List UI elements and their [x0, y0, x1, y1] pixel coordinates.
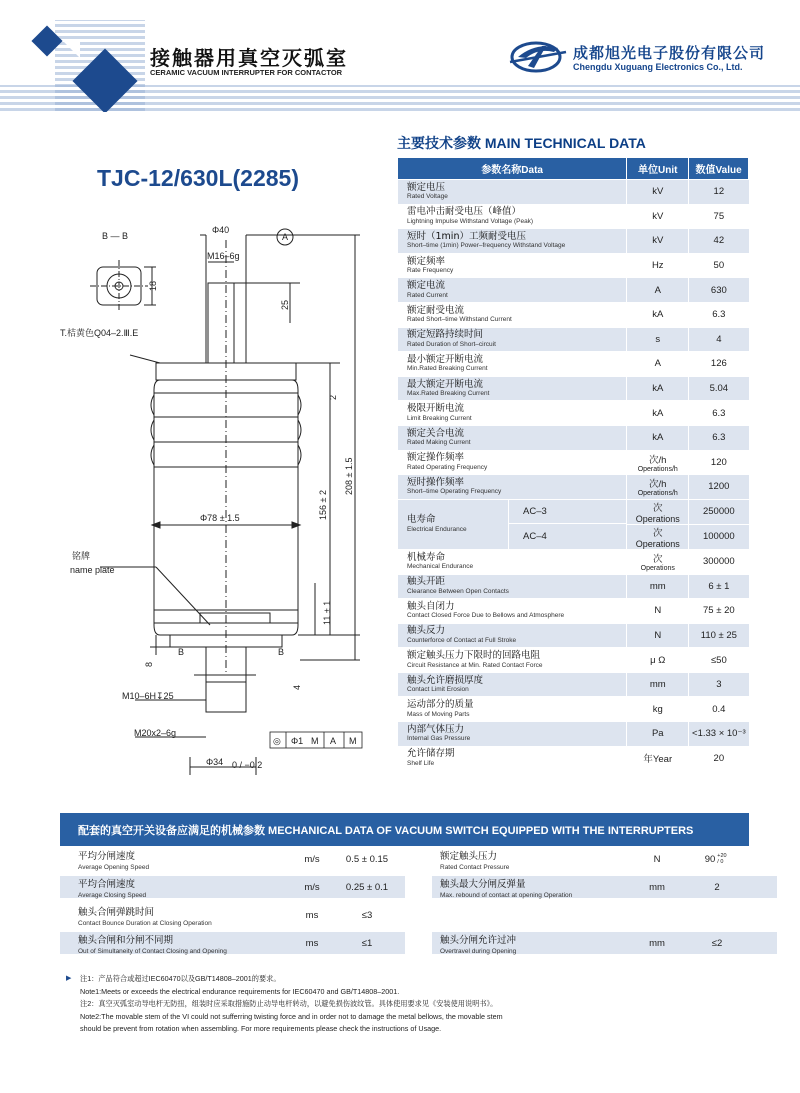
- param-unit: [627, 623, 689, 648]
- param-unit: [627, 376, 689, 401]
- technical-drawing: [60, 215, 395, 785]
- dim-m10: M10–6H↧25: [122, 691, 174, 701]
- param-name: [398, 574, 627, 599]
- param-name-cn: 极限开断电流: [407, 403, 465, 415]
- param-name-cn: 额定操作频率: [407, 452, 465, 464]
- table-row: [398, 180, 749, 205]
- param-unit: m/s: [304, 853, 320, 865]
- dim-18: 18: [148, 280, 158, 291]
- param-name-cn: 额定频率: [407, 255, 446, 267]
- param-name: [398, 746, 627, 771]
- param-name-en: Max. rebound of contact at opening Operation: [440, 891, 573, 899]
- dim-4: 4: [292, 684, 302, 690]
- param-name-en: Internal Gas Pressure: [407, 735, 471, 743]
- param-value: 42: [689, 229, 749, 254]
- param-unit: mm: [649, 881, 665, 893]
- nameplate-label-cn: 铭牌: [72, 551, 91, 561]
- param-name-cn: 运动部分的质量: [407, 699, 474, 711]
- tech-data-table: [397, 157, 749, 771]
- param-unit: [627, 180, 689, 205]
- unit-text: 次/h: [649, 479, 667, 491]
- note1-en: Note1:Meets or exceeds the electrical endurance requirements for IEC60470 and GB/T14808–2001.: [80, 986, 400, 996]
- param-name: [398, 229, 627, 254]
- param-name: [440, 876, 660, 898]
- unit-text: 次/h: [649, 454, 667, 466]
- param-value: 100000: [689, 524, 749, 549]
- param-name-en: Average Opening Speed: [78, 863, 150, 871]
- unit-text: kV: [652, 235, 664, 247]
- company-name-en: Chengdu Xuguang Electronics Co., Ltd.: [573, 62, 743, 72]
- param-value: [682, 876, 752, 898]
- param-name: [398, 180, 627, 205]
- param-name: [398, 376, 627, 401]
- unit-sub: Operations: [635, 513, 680, 524]
- param-unit: [627, 599, 689, 624]
- param-unit: [627, 401, 689, 426]
- gdt-datum-modifier: M: [349, 736, 357, 746]
- dim-156: 156 ± 2: [318, 490, 328, 520]
- param-unit: N: [653, 853, 661, 865]
- table-row: [398, 229, 749, 254]
- param-value: 75: [689, 204, 749, 229]
- param-unit: [627, 229, 689, 254]
- unit-sub: Operations: [635, 538, 680, 549]
- param-name: [398, 450, 627, 475]
- param-name-en: Rated Short–time Withstand Current: [407, 316, 512, 324]
- header-value: 数值Value: [689, 158, 749, 180]
- value-text: ≤3: [361, 909, 373, 921]
- note2-cn: 注2：真空灭弧室动导电杆无防扭，组装时应采取措施防止动导电杆转动，以避免损伤波纹管。具体使用要求见《安装使用说明书》。: [80, 999, 498, 1008]
- param-unit: [627, 278, 689, 303]
- dim-208: 208 ± 1.5: [344, 457, 354, 495]
- param-value: 3: [689, 672, 749, 697]
- param-value: 120: [689, 450, 749, 475]
- gdt-tolerance: Φ1: [291, 736, 304, 746]
- param-unit: [627, 302, 689, 327]
- param-name-en: Short–time Operating Frequency: [407, 488, 502, 496]
- unit-text: kV: [652, 210, 664, 222]
- unit-text: μ Ω: [650, 654, 666, 666]
- unit-sub: Operations: [640, 565, 675, 573]
- param-value: [682, 932, 752, 954]
- dim-m20: M20x2–6g: [134, 728, 177, 738]
- param-name-cn: 雷电冲击耐受电压（峰值）: [407, 206, 522, 218]
- param-value: 6 ± 1: [689, 574, 749, 599]
- param-name: [440, 848, 660, 870]
- param-name-en: Mechanical Endurance: [407, 563, 474, 571]
- param-unit: ms: [305, 937, 319, 949]
- value-text: 90: [704, 853, 716, 865]
- param-name: [398, 623, 627, 648]
- param-unit: [627, 574, 689, 599]
- param-name: [398, 549, 627, 574]
- table-row: [398, 549, 749, 574]
- param-name-cn: 触头开距: [407, 576, 446, 588]
- param-name-en: Electrical Endurance: [407, 525, 467, 533]
- param-name-cn: 触头合闸和分闸不同期: [78, 934, 174, 946]
- param-value: 630: [689, 278, 749, 303]
- mech-data-table: [60, 846, 749, 961]
- param-name-cn: 触头最大分闸反弹量: [440, 878, 526, 890]
- value-tol: +20 / 0: [717, 853, 727, 865]
- document-title-cn: 接触器用真空灭弧室: [150, 46, 348, 70]
- dim-11: 11 ± 1: [322, 600, 332, 625]
- param-unit: [627, 648, 689, 673]
- param-name-en: Contact Bounce Duration at Closing Operation: [78, 919, 212, 927]
- value-text: ≤2: [711, 937, 723, 949]
- param-value: 300000: [689, 549, 749, 574]
- param-name-cn: 额定电压: [407, 181, 446, 193]
- param-name-cn: 触头反力: [407, 625, 446, 637]
- unit-text: N: [654, 629, 662, 641]
- dim-phi40: Φ40: [212, 225, 230, 235]
- table-row: [60, 904, 405, 926]
- table-row: [398, 450, 749, 475]
- param-value: 12: [689, 180, 749, 205]
- param-name-en: Max.Rated Breaking Current: [407, 390, 490, 398]
- param-unit: [627, 204, 689, 229]
- header-unit: 单位Unit: [627, 158, 689, 180]
- param-name-en: Limit Breaking Current: [407, 414, 472, 422]
- ac3-label: AC–3: [509, 500, 626, 525]
- table-row: [398, 425, 749, 450]
- table-row: [398, 697, 749, 722]
- unit-text: 次: [653, 502, 663, 514]
- param-name-cn: 额定电流: [407, 280, 446, 292]
- param-unit: [627, 746, 689, 771]
- param-name-cn: 触头分闸允许过冲: [440, 934, 517, 946]
- param-name-en: Overtravel during Opening: [440, 947, 517, 955]
- company-name-cn: 成都旭光电子股份有限公司: [573, 44, 766, 62]
- param-name-cn: 额定耐受电流: [407, 304, 465, 316]
- table-row: [398, 722, 749, 747]
- gdt-symbol: ◎: [273, 736, 281, 746]
- dim-phi34: Φ34: [206, 757, 224, 767]
- param-name-en: Shelf Life: [407, 759, 435, 767]
- param-name: [398, 499, 627, 549]
- nameplate-label-en: name plate: [70, 565, 115, 575]
- param-name: [398, 327, 627, 352]
- document-title-en: CERAMIC VACUUM INTERRUPTER FOR CONTACTOR: [150, 68, 343, 77]
- table-row: [398, 599, 749, 624]
- param-name-en: Mass of Moving Parts: [407, 710, 470, 718]
- param-name: [398, 278, 627, 303]
- param-name-en: Out of Simultaneity of Contact Closing and Opening: [78, 947, 227, 955]
- param-name-en: Rated Duration of Short–circuit: [407, 340, 496, 348]
- param-unit: [627, 450, 689, 475]
- note2-en1: Note2:The movable stem of the VI could not sufferring twisting force and in order not to damage the metal bellows, the movable stem: [80, 1011, 503, 1021]
- unit-text: kA: [652, 407, 664, 419]
- param-name-cn: 额定关合电流: [407, 427, 465, 439]
- param-unit: [627, 524, 689, 549]
- param-value: 0.4: [689, 697, 749, 722]
- param-value: [682, 848, 752, 870]
- param-value: ≤50: [689, 648, 749, 673]
- param-name: [398, 401, 627, 426]
- param-value: 6.3: [689, 401, 749, 426]
- header-param: 参数名称Data: [398, 158, 627, 180]
- table-row: [432, 848, 777, 870]
- param-name-en: Average Closing Speed: [78, 891, 147, 899]
- table-row: [398, 499, 749, 524]
- param-unit: [627, 697, 689, 722]
- value-text: 0.25 ± 0.1: [345, 881, 389, 893]
- param-name-en: Rated Contact Pressure: [440, 863, 510, 871]
- param-name-cn: 额定触头压力: [440, 850, 498, 862]
- dim-25: 25: [280, 299, 290, 310]
- param-name: [398, 253, 627, 278]
- xuguang-logo-icon: [508, 38, 568, 76]
- dim-2: 2: [328, 394, 338, 400]
- tech-data-title: 主要技术参数 MAIN TECHNICAL DATA: [397, 135, 646, 151]
- unit-text: 次: [653, 554, 663, 566]
- ac4-label: AC–4: [523, 530, 547, 542]
- table-row: [60, 848, 405, 870]
- param-name: [398, 204, 627, 229]
- unit-sub: Operations/h: [637, 465, 678, 473]
- param-value: 50: [689, 253, 749, 278]
- param-unit: [627, 549, 689, 574]
- unit-text: kA: [652, 383, 664, 395]
- param-unit: [627, 475, 689, 500]
- gdt-modifier: M: [311, 736, 319, 746]
- dim-m16: M16–6g: [207, 251, 240, 261]
- param-name-cn: 平均分闸速度: [78, 850, 136, 862]
- param-name-en: Short–time (1min) Power–frequency Withstand Voltage: [407, 242, 566, 250]
- bottom-terminal: [135, 635, 285, 775]
- table-row: [398, 253, 749, 278]
- param-name-en: Rated Operating Frequency: [407, 463, 488, 471]
- param-name: [398, 302, 627, 327]
- table-row: [398, 648, 749, 673]
- param-value: [332, 876, 402, 898]
- param-unit: [627, 672, 689, 697]
- value-text: 2: [714, 881, 720, 893]
- gdt-datum: A: [330, 736, 337, 746]
- unit-text: 次: [653, 527, 663, 539]
- table-row: [398, 278, 749, 303]
- unit-text: mm: [649, 580, 666, 592]
- param-name-cn: 触头允许磨损厚度: [407, 674, 484, 686]
- unit-text: kg: [652, 703, 663, 715]
- section-b-left: B: [178, 647, 185, 657]
- unit-text: N: [654, 605, 662, 617]
- param-unit: [627, 352, 689, 377]
- param-value: 20: [689, 746, 749, 771]
- table-row: [398, 672, 749, 697]
- param-name-en: Circuit Resistance at Min. Rated Contact Force: [407, 661, 543, 669]
- note2-en2: should be prevent from rotation when assembling. For more requirements please check the instructions of Usage.: [80, 1024, 442, 1033]
- param-name-cn: 短时操作频率: [407, 476, 465, 488]
- table-row: [398, 475, 749, 500]
- param-value: 126: [689, 352, 749, 377]
- dim-8: 8: [144, 661, 154, 667]
- param-name-en: Lightning Impulse Withstand Voltage (Peak): [407, 217, 534, 225]
- section-bb-view: [90, 260, 156, 311]
- table-row: [398, 401, 749, 426]
- param-value: 110 ± 25: [689, 623, 749, 648]
- table-header-row: [398, 158, 749, 180]
- param-value: 250000: [689, 499, 749, 524]
- param-name-en: Rated Making Current: [407, 439, 471, 447]
- param-name-cn: 额定触头压力下限时的回路电阻: [407, 650, 541, 662]
- param-value: <1.33 × 10⁻³: [689, 722, 749, 747]
- table-row: [60, 932, 405, 954]
- param-name-en: Rated Current: [407, 291, 448, 299]
- param-name-cn: 电寿命: [407, 514, 436, 526]
- param-value: 1200: [689, 475, 749, 500]
- param-value: [332, 904, 402, 926]
- table-row: [398, 204, 749, 229]
- coat-note: T.桔黄色Q04–2.Ⅲ.E: [60, 328, 139, 338]
- param-value: 5.04: [689, 376, 749, 401]
- param-name-cn: 最大额定开断电流: [407, 378, 484, 390]
- param-name-cn: 内部气体压力: [407, 723, 465, 735]
- unit-text: kA: [652, 432, 664, 444]
- dim-phi34-tol: 0 / −0.2: [232, 760, 263, 770]
- unit-sub: Operations/h: [637, 490, 678, 498]
- unit-text: 年Year: [643, 754, 673, 766]
- table-row: [398, 352, 749, 377]
- param-value: 75 ± 20: [689, 599, 749, 624]
- param-name-cn: 允许储存期: [407, 748, 455, 760]
- param-name-en: Min.Rated Breaking Current: [407, 365, 488, 373]
- table-row: [398, 623, 749, 648]
- table-row: [398, 302, 749, 327]
- unit-text: mm: [649, 679, 666, 691]
- param-unit: [627, 253, 689, 278]
- unit-text: Hz: [651, 260, 664, 272]
- param-value: [332, 848, 402, 870]
- mech-data-title: 配套的真空开关设备应满足的机械参数 MECHANICAL DATA OF VACUUM SWITCH EQUIPPED WITH THE INTERRUPTERS: [60, 813, 749, 846]
- param-name-en: Contact Closed Force Due to Bellows and Atmosphere: [407, 612, 565, 620]
- param-name: [398, 672, 627, 697]
- param-name-en: Rated Voltage: [407, 193, 448, 201]
- unit-text: s: [655, 333, 661, 345]
- param-name-en: Rate Frequency: [407, 267, 454, 275]
- param-name: [78, 932, 298, 954]
- table-row: [398, 327, 749, 352]
- note-bullet-icon: ▶: [66, 974, 72, 982]
- param-name: [398, 352, 627, 377]
- param-name: [78, 848, 298, 870]
- param-name-cn: 机械寿命: [407, 551, 446, 563]
- param-value: [332, 932, 402, 954]
- model-number: TJC-12/630L(2285): [97, 165, 299, 191]
- section-b-right: B: [278, 647, 285, 657]
- param-name: [440, 932, 660, 954]
- table-row: [432, 876, 777, 898]
- table-row: [398, 746, 749, 771]
- param-unit: [627, 425, 689, 450]
- param-value: 4: [689, 327, 749, 352]
- note1-cn: 注1：产品符合或超过IEC60470以及GB/T14808–2001的要求。: [80, 974, 281, 983]
- table-row: [432, 932, 777, 954]
- param-name-cn: 短时（1min）工频耐受电压: [407, 230, 526, 242]
- value-text: ≤1: [361, 937, 373, 949]
- param-name-cn: 平均合闸速度: [78, 878, 136, 890]
- table-row: [60, 876, 405, 898]
- param-unit: [627, 499, 689, 524]
- overall-dimensions: [150, 235, 360, 660]
- param-name-cn: 额定短路持续时间: [407, 329, 484, 341]
- param-value: 6.3: [689, 425, 749, 450]
- param-name: [398, 648, 627, 673]
- table-row: [398, 574, 749, 599]
- param-name: [398, 722, 627, 747]
- param-value: 6.3: [689, 302, 749, 327]
- param-unit: m/s: [304, 881, 320, 893]
- param-name-en: Contact Limit Erosion: [407, 686, 469, 694]
- unit-text: A: [654, 358, 661, 370]
- dim-phi78: Φ78 ± 1.5: [200, 513, 240, 523]
- unit-text: Pa: [651, 728, 664, 740]
- datum-a-label: A: [282, 232, 289, 242]
- param-name-cn: 触头合闸弹跳时间: [78, 906, 155, 918]
- unit-text: kA: [652, 309, 664, 321]
- section-label: B — B: [102, 231, 129, 241]
- param-name: [398, 599, 627, 624]
- param-unit: [627, 327, 689, 352]
- param-name-en: Clearance Between Open Contacts: [407, 587, 509, 595]
- param-name-cn: 最小额定开断电流: [407, 353, 484, 365]
- param-unit: [627, 722, 689, 747]
- param-name-cn: 触头自闭力: [407, 600, 455, 612]
- param-name: [78, 904, 298, 926]
- param-name: [398, 475, 627, 500]
- param-unit: mm: [649, 937, 665, 949]
- param-name: [398, 425, 627, 450]
- param-name-en: Counterforce of Contact at Full Stroke: [407, 636, 517, 644]
- table-row: [398, 376, 749, 401]
- param-name: [78, 876, 298, 898]
- value-text: 0.5 ± 0.15: [345, 853, 389, 865]
- unit-text: A: [654, 284, 661, 296]
- param-unit: ms: [305, 909, 319, 921]
- unit-text: kV: [652, 186, 664, 198]
- param-name: [398, 697, 627, 722]
- notes: [80, 973, 503, 1036]
